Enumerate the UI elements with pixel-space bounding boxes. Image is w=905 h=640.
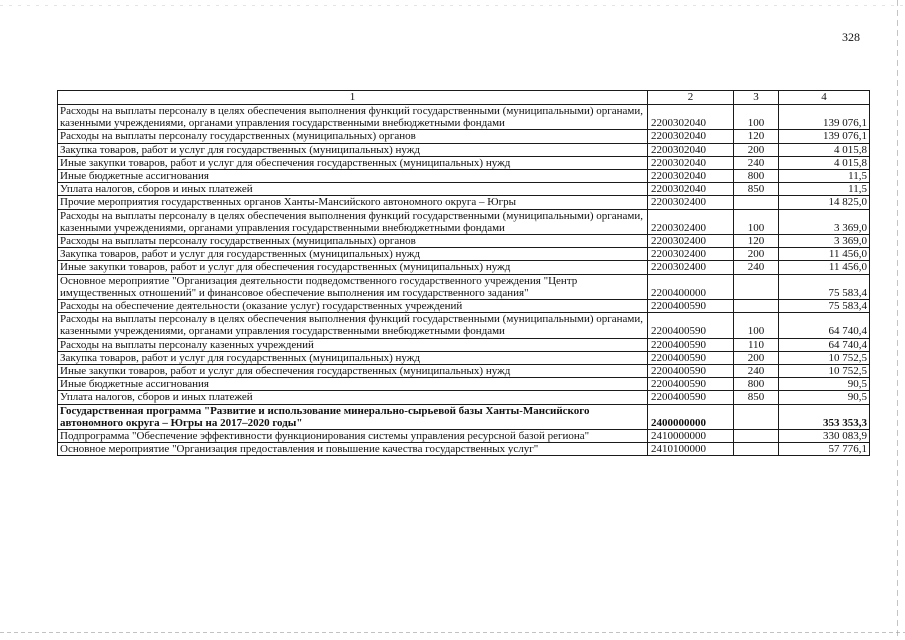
table-row xyxy=(58,170,870,183)
row-sum-cell: 3 369,0 xyxy=(779,235,870,248)
header-type-column: 3 xyxy=(734,91,779,105)
row-type-cell: 800 xyxy=(734,378,779,391)
row-type-cell: 120 xyxy=(734,130,779,143)
row-name-cell: Расходы на выплаты персоналу в целях обеспечения выполнения функций государственными (муниципальными) органами, казенными учреждениями, органами управления государственными внебюджетными фондами xyxy=(58,209,648,234)
row-type-cell: 200 xyxy=(734,248,779,261)
row-name-cell: Уплата налогов, сборов и иных платежей xyxy=(58,391,648,404)
row-name-cell: Иные закупки товаров, работ и услуг для обеспечения государственных (муниципальных) нужд xyxy=(58,261,648,274)
row-type-cell: 120 xyxy=(734,235,779,248)
row-sum-cell: 75 583,4 xyxy=(779,274,870,299)
table-header-row xyxy=(58,91,870,105)
table-row xyxy=(58,365,870,378)
table-row xyxy=(58,105,870,130)
row-sum-cell: 4 015,8 xyxy=(779,143,870,156)
row-code-cell: 2200302040 xyxy=(648,170,734,183)
row-code-cell: 2200302040 xyxy=(648,105,734,130)
header-name-column: 1 xyxy=(58,91,648,105)
budget-table xyxy=(57,90,870,456)
row-code-cell: 2200302400 xyxy=(648,261,734,274)
table-row xyxy=(58,274,870,299)
row-type-cell: 240 xyxy=(734,156,779,169)
table-row xyxy=(58,143,870,156)
row-type-cell: 240 xyxy=(734,365,779,378)
row-sum-cell: 11,5 xyxy=(779,170,870,183)
table-row xyxy=(58,430,870,443)
row-sum-cell: 353 353,3 xyxy=(779,404,870,429)
row-sum-cell: 14 825,0 xyxy=(779,196,870,209)
row-name-cell: Подпрограмма "Обеспечение эффективности функционирования системы управления ресурсной базой региона" xyxy=(58,430,648,443)
table-row xyxy=(58,235,870,248)
row-name-cell: Государственная программа "Развитие и использование минерально-сырьевой базы Ханты-Мансийского автономного округа – Югры на 2017–2020 годы" xyxy=(58,404,648,429)
row-code-cell: 2410000000 xyxy=(648,430,734,443)
row-name-cell: Иные закупки товаров, работ и услуг для обеспечения государственных (муниципальных) нужд xyxy=(58,365,648,378)
row-type-cell: 850 xyxy=(734,183,779,196)
row-type-cell xyxy=(734,404,779,429)
table-row xyxy=(58,183,870,196)
row-type-cell xyxy=(734,430,779,443)
table-row xyxy=(58,156,870,169)
row-name-cell: Расходы на выплаты персоналу в целях обеспечения выполнения функций государственными (муниципальными) органами, казенными учреждениями, органами управления государственными внебюджетными фондами xyxy=(58,105,648,130)
table-row xyxy=(58,130,870,143)
row-name-cell: Иные бюджетные ассигнования xyxy=(58,170,648,183)
table-row xyxy=(58,351,870,364)
table-row xyxy=(58,338,870,351)
row-code-cell: 2200400590 xyxy=(648,351,734,364)
table-row xyxy=(58,261,870,274)
row-type-cell: 850 xyxy=(734,391,779,404)
row-type-cell: 200 xyxy=(734,143,779,156)
row-code-cell: 2200302040 xyxy=(648,183,734,196)
table-row xyxy=(58,443,870,456)
table-row xyxy=(58,404,870,429)
row-sum-cell: 4 015,8 xyxy=(779,156,870,169)
row-code-cell: 2200400590 xyxy=(648,391,734,404)
row-type-cell xyxy=(734,443,779,456)
row-sum-cell: 64 740,4 xyxy=(779,338,870,351)
row-name-cell: Основное мероприятие "Организация предоставления и повышение качества государственных услуг" xyxy=(58,443,648,456)
row-type-cell: 110 xyxy=(734,338,779,351)
header-sum-column: 4 xyxy=(779,91,870,105)
row-sum-cell: 139 076,1 xyxy=(779,105,870,130)
table-row xyxy=(58,209,870,234)
row-type-cell: 800 xyxy=(734,170,779,183)
row-name-cell: Закупка товаров, работ и услуг для государственных (муниципальных) нужд xyxy=(58,143,648,156)
table-row xyxy=(58,391,870,404)
row-type-cell: 200 xyxy=(734,351,779,364)
row-sum-cell: 139 076,1 xyxy=(779,130,870,143)
row-sum-cell: 64 740,4 xyxy=(779,313,870,338)
page-number: 328 xyxy=(842,30,860,44)
row-sum-cell: 3 369,0 xyxy=(779,209,870,234)
row-code-cell: 2200400590 xyxy=(648,338,734,351)
row-code-cell: 2200400590 xyxy=(648,365,734,378)
table-row xyxy=(58,196,870,209)
row-name-cell: Иные закупки товаров, работ и услуг для обеспечения государственных (муниципальных) нужд xyxy=(58,156,648,169)
table-row xyxy=(58,300,870,313)
row-code-cell: 2200400000 xyxy=(648,274,734,299)
row-code-cell: 2410100000 xyxy=(648,443,734,456)
row-name-cell: Расходы на обеспечение деятельности (оказание услуг) государственных учреждений xyxy=(58,300,648,313)
row-sum-cell: 11 456,0 xyxy=(779,248,870,261)
row-type-cell: 100 xyxy=(734,105,779,130)
row-code-cell: 2200400590 xyxy=(648,313,734,338)
row-type-cell: 100 xyxy=(734,209,779,234)
row-sum-cell: 90,5 xyxy=(779,391,870,404)
row-sum-cell: 10 752,5 xyxy=(779,351,870,364)
row-code-cell: 2200400590 xyxy=(648,300,734,313)
row-sum-cell: 57 776,1 xyxy=(779,443,870,456)
row-name-cell: Уплата налогов, сборов и иных платежей xyxy=(58,183,648,196)
row-sum-cell: 75 583,4 xyxy=(779,300,870,313)
row-code-cell: 2400000000 xyxy=(648,404,734,429)
row-name-cell: Иные бюджетные ассигнования xyxy=(58,378,648,391)
row-code-cell: 2200302400 xyxy=(648,209,734,234)
row-code-cell: 2200400590 xyxy=(648,378,734,391)
row-name-cell: Расходы на выплаты персоналу государственных (муниципальных) органов xyxy=(58,130,648,143)
row-code-cell: 2200302040 xyxy=(648,156,734,169)
row-name-cell: Основное мероприятие "Организация деятельности подведомственного государственного учреждения "Центр имущественных отношений" и финансовое обеспечение выполнения им государственного задания" xyxy=(58,274,648,299)
row-name-cell: Расходы на выплаты персоналу государственных (муниципальных) органов xyxy=(58,235,648,248)
row-type-cell: 240 xyxy=(734,261,779,274)
row-name-cell: Расходы на выплаты персоналу казенных учреждений xyxy=(58,338,648,351)
row-sum-cell: 11,5 xyxy=(779,183,870,196)
scan-edge-bottom xyxy=(0,632,905,633)
row-code-cell: 2200302400 xyxy=(648,196,734,209)
table-row xyxy=(58,313,870,338)
row-sum-cell: 11 456,0 xyxy=(779,261,870,274)
row-type-cell xyxy=(734,196,779,209)
scan-edge-right xyxy=(897,0,898,640)
row-code-cell: 2200302400 xyxy=(648,248,734,261)
row-code-cell: 2200302040 xyxy=(648,143,734,156)
row-name-cell: Закупка товаров, работ и услуг для государственных (муниципальных) нужд xyxy=(58,248,648,261)
row-type-cell xyxy=(734,300,779,313)
row-code-cell: 2200302400 xyxy=(648,235,734,248)
row-type-cell xyxy=(734,274,779,299)
table-row xyxy=(58,378,870,391)
row-name-cell: Прочие мероприятия государственных органов Ханты-Мансийского автономного округа – Югры xyxy=(58,196,648,209)
header-code-column: 2 xyxy=(648,91,734,105)
row-sum-cell: 90,5 xyxy=(779,378,870,391)
row-sum-cell: 330 083,9 xyxy=(779,430,870,443)
table-row xyxy=(58,248,870,261)
row-type-cell: 100 xyxy=(734,313,779,338)
row-name-cell: Закупка товаров, работ и услуг для государственных (муниципальных) нужд xyxy=(58,351,648,364)
row-sum-cell: 10 752,5 xyxy=(779,365,870,378)
row-code-cell: 2200302040 xyxy=(648,130,734,143)
table-body xyxy=(58,105,870,456)
scan-edge-top xyxy=(0,5,905,6)
row-name-cell: Расходы на выплаты персоналу в целях обеспечения выполнения функций государственными (муниципальными) органами, казенными учреждениями, органами управления государственными внебюджетными фондами xyxy=(58,313,648,338)
